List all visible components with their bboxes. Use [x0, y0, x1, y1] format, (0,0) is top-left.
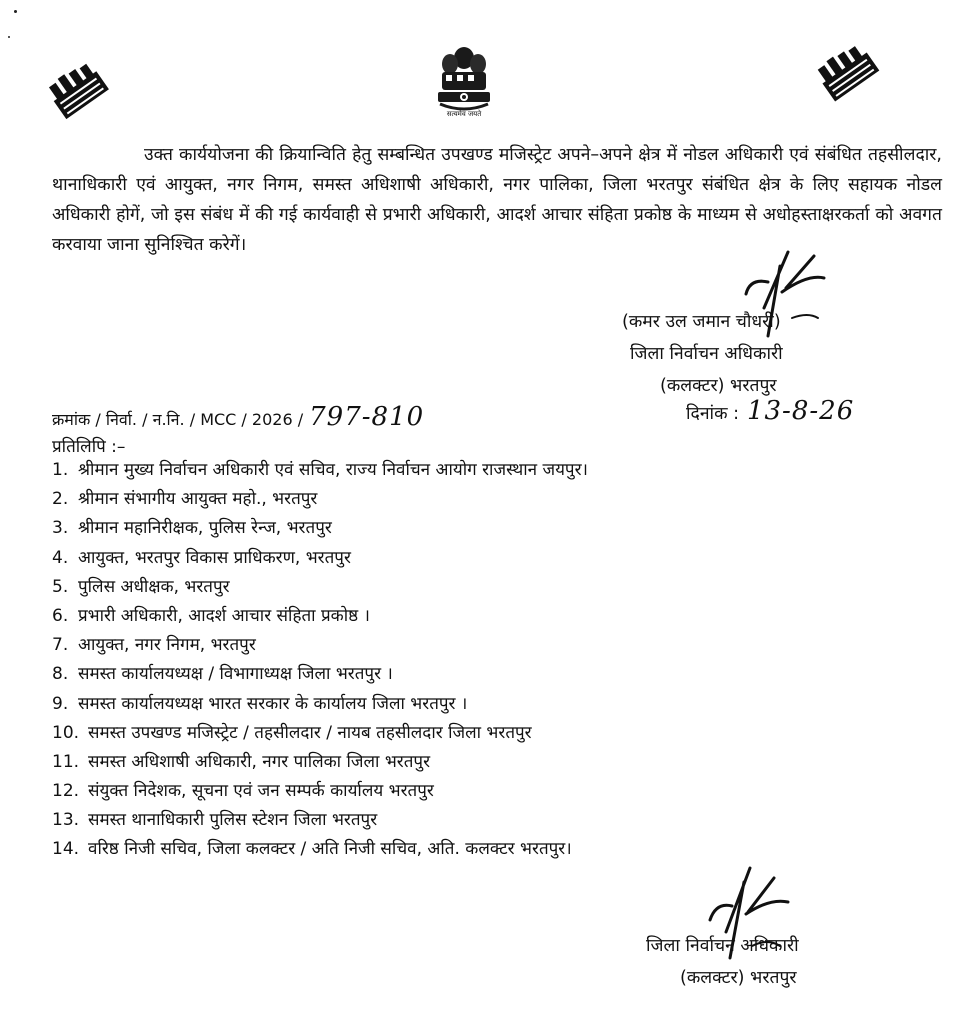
copy-to-item-number: 2.	[52, 489, 69, 510]
copy-to-item-text: संयुक्त निदेशक, सूचना एवं जन सम्पर्क कार्यालय भरतपुर	[88, 781, 434, 802]
copy-to-item-number: 14.	[52, 839, 80, 860]
copy-to-item-number: 10.	[52, 722, 80, 743]
footer-signatory-block	[646, 930, 799, 994]
copy-to-item	[52, 690, 932, 719]
signatory-block	[620, 306, 900, 402]
copy-to-item	[52, 573, 932, 602]
copy-to-item	[52, 544, 932, 573]
copy-to-item-text: श्रीमान मुख्य निर्वाचन अधिकारी एवं सचिव, राज्य निर्वाचन आयोग राजस्थान जयपुर।	[78, 460, 588, 480]
copy-to-item	[52, 777, 932, 806]
copy-to-item-text: आयुक्त, भरतपुर विकास प्राधिकरण, भरतपुर	[78, 547, 351, 568]
signatory-name: (कमर उल जमान चौधरी)	[622, 312, 781, 332]
reference-number-row	[52, 402, 424, 432]
copy-to-item-text: पुलिस अधीक्षक, भरतपुर	[78, 576, 230, 597]
date-label: दिनांक :	[686, 404, 739, 424]
copy-to-item-text: श्रीमान महानिरीक्षक, पुलिस रेन्ज, भरतपुर	[78, 518, 332, 539]
copy-to-item-number: 13.	[52, 810, 80, 831]
copy-to-item	[52, 719, 932, 748]
copy-to-item	[52, 485, 932, 514]
copy-to-item	[52, 456, 932, 485]
copy-to-item-text: प्रभारी अधिकारी, आदर्श आचार संहिता प्रकोष्ठ ।	[78, 605, 370, 626]
copy-to-item	[52, 660, 932, 689]
copy-to-item-number: 3.	[52, 518, 69, 539]
copy-to-item-text: समस्त कार्यालयध्यक्ष / विभागाध्यक्ष जिला भरतपुर ।	[78, 664, 393, 685]
copy-to-item-number: 6.	[52, 605, 69, 626]
copy-to-item	[52, 602, 932, 631]
reference-prefix: क्रमांक / निर्वा. / न.नि. / MCC / 2026 /	[52, 410, 304, 429]
copy-to-item-number: 5.	[52, 576, 69, 597]
copy-to-item	[52, 835, 932, 864]
election-commission-logo-icon	[812, 44, 888, 104]
copy-to-item	[52, 748, 932, 777]
footer-signatory-office: (कलक्टर) भरतपुर	[680, 968, 797, 988]
date-value: 13-8-26	[746, 396, 855, 426]
body-paragraph: उक्त कार्ययोजना की क्रियान्विति हेतु सम्बन्धित उपखण्ड मजिस्ट्रेट अपने–अपने क्षेत्र में नोडल अधिकारी एवं संबंधित तहसीलदार, थानाधिकारी एवं आयुक्त, नगर निगम, समस्त अधिशाषी अधिकारी, नगर पालिका, जिला भरतपुर संबंधित क्षेत्र के लिए सहायक नोडल अधिकारी होगें, जो इस संबंध में की गई कार्यवाही से प्रभारी अधिकारी, आदर्श आचार संहिता प्रकोष्ठ के माध्यम से अधोहस्ताक्षरकर्ता को अवगत करवाया जाना सुनिश्चित करेगें।	[52, 145, 942, 255]
copy-to-item-text: समस्त अधिशाषी अधिकारी, नगर पालिका जिला भरतपुर	[88, 751, 431, 772]
copy-to-item-text: समस्त कार्यालयध्यक्ष भारत सरकार के कार्यालय जिला भरतपुर ।	[78, 693, 468, 714]
copy-to-item	[52, 631, 932, 660]
date-row	[686, 396, 854, 426]
copy-to-item-number: 11.	[52, 751, 80, 772]
copy-to-item-text: आयुक्त, नगर निगम, भरतपुर	[78, 635, 256, 656]
copy-to-list	[52, 456, 932, 865]
copy-to-item-number: 12.	[52, 781, 80, 802]
copy-to-item-number: 8.	[52, 664, 69, 685]
copy-to-item-text: समस्त थानाधिकारी पुलिस स्टेशन जिला भरतपुर	[88, 810, 378, 831]
copy-to-item-text: समस्त उपखण्ड मजिस्ट्रेट / तहसीलदार / नायब तहसीलदार जिला भरतपुर	[88, 722, 532, 743]
copy-to-item	[52, 806, 932, 835]
signatory-designation: जिला निर्वाचन अधिकारी	[630, 344, 783, 364]
scan-speck	[14, 10, 17, 13]
copy-to-item-number: 7.	[52, 635, 69, 656]
copy-to-item	[52, 514, 932, 543]
copy-to-item-text: वरिष्ठ निजी सचिव, जिला कलक्टर / अति निजी सचिव, अति. कलक्टर भरतपुर।	[88, 839, 572, 860]
election-commission-logo-icon	[44, 62, 118, 124]
copy-to-item-number: 9.	[52, 693, 69, 714]
footer-signatory-designation: जिला निर्वाचन अधिकारी	[646, 936, 799, 956]
reference-number: 797-810	[309, 402, 425, 432]
signatory-office: (कलक्टर) भरतपुर	[660, 376, 777, 396]
copy-to-heading: प्रतिलिपि :–	[52, 437, 126, 457]
scan-speck	[8, 36, 10, 38]
copy-to-item-number: 4.	[52, 547, 69, 568]
copy-to-item-text: श्रीमान संभागीय आयुक्त महो., भरतपुर	[78, 489, 318, 510]
national-emblem-icon	[430, 44, 498, 120]
emblem-motto: सत्यमेव जयते	[446, 110, 482, 118]
copy-to-item-number: 1.	[52, 460, 69, 480]
